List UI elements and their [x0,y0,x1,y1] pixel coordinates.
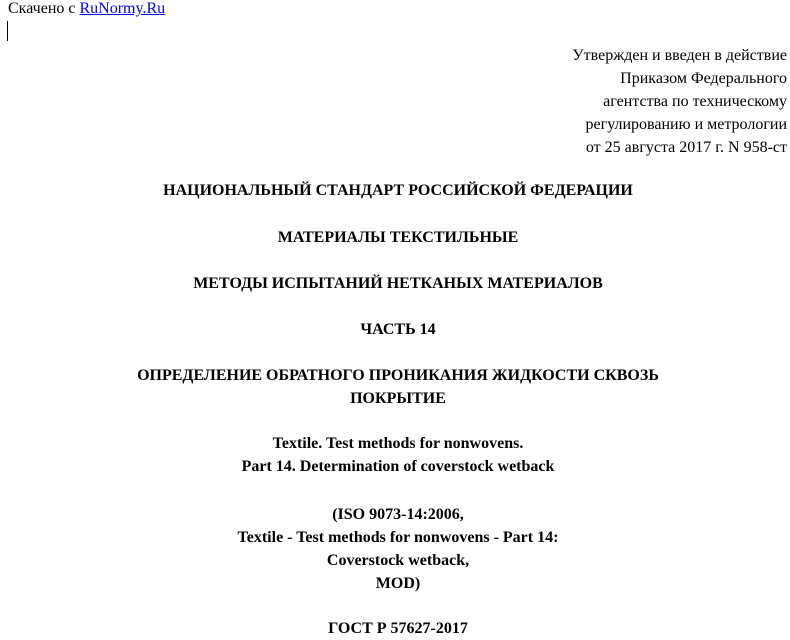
source-line [8,0,165,18]
approval-line: регулированию и метрологии [585,116,787,133]
gost-number [0,617,790,640]
heading-line: ЧАСТЬ 14 [360,321,436,338]
heading-line: MOD) [375,575,421,592]
methods-heading [0,272,790,295]
materials-heading [0,226,790,249]
source-prefix: Скачено с [8,0,80,17]
approval-block [572,44,787,159]
heading-line: Textile - Test methods for nonwovens - Part 14: [237,529,559,546]
heading-line: НАЦИОНАЛЬНЫЙ СТАНДАРТ РОССИЙСКОЙ ФЕДЕРАЦИИ [163,182,633,199]
part-heading [0,318,790,341]
approval-line: агентства по техническому [603,93,787,110]
heading-line: Part 14. Determination of coverstock wetback [241,458,555,475]
approval-line: от 25 августа 2017 г. N 958-ст [585,139,787,156]
national-standard-heading [0,179,790,202]
heading-line: ПОКРЫТИЕ [350,390,446,407]
heading-line: МЕТОДЫ ИСПЫТАНИЙ НЕТКАНЫХ МАТЕРИАЛОВ [193,275,603,292]
definition-heading [0,364,790,410]
heading-line: МАТЕРИАЛЫ ТЕКСТИЛЬНЫЕ [277,229,519,246]
heading-line: ГОСТ Р 57627-2017 [328,620,468,637]
english-title [0,432,790,478]
heading-line: Coverstock wetback, [326,552,470,569]
source-link[interactable]: RuNormy.Ru [79,0,166,17]
approval-line: Приказом Федерального [620,70,787,87]
approval-line: Утвержден и введен в действие [572,47,787,64]
iso-reference [0,503,790,595]
heading-line: ОПРЕДЕЛЕНИЕ ОБРАТНОГО ПРОНИКАНИЯ ЖИДКОСТИ СКВОЗЬ [137,367,659,384]
text-cursor [7,21,8,41]
heading-line: (ISO 9073-14:2006, [332,506,464,523]
heading-line: Textile. Test methods for nonwovens. [272,435,524,452]
